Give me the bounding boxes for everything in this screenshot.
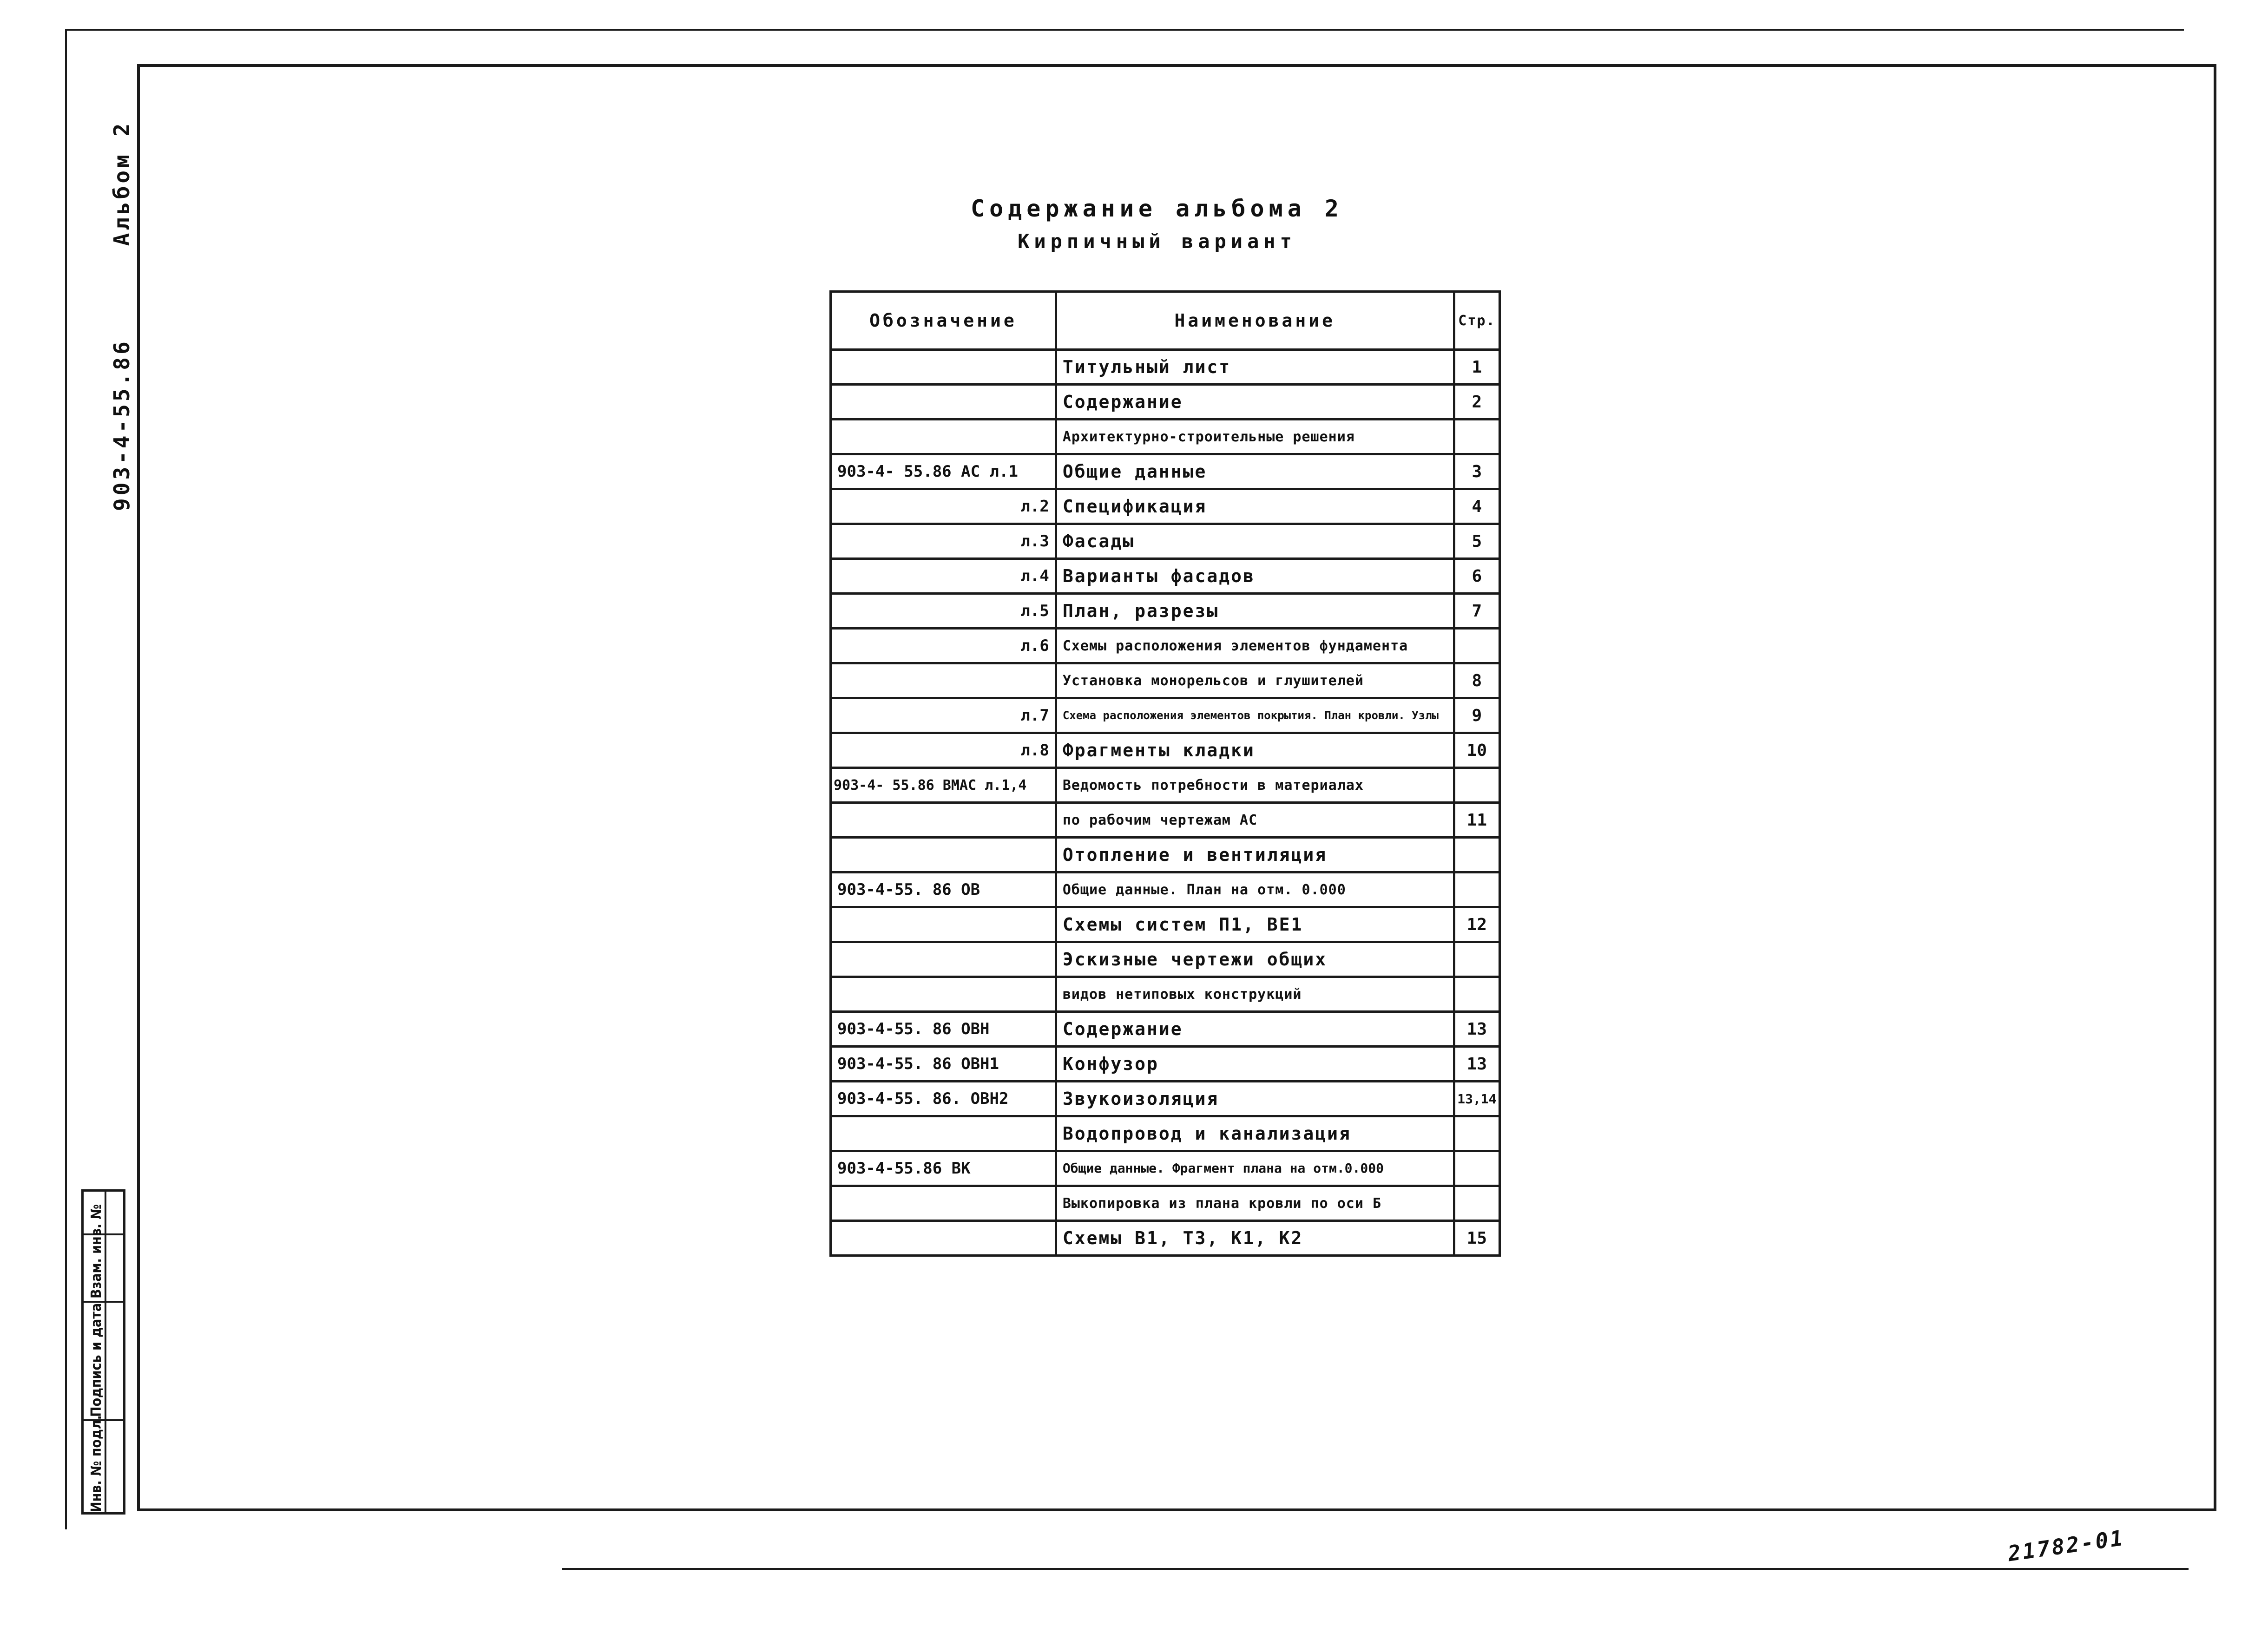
table-row [831, 594, 1500, 629]
row-name: Фрагменты кладки [1056, 733, 1454, 768]
row-name: Содержание [1056, 385, 1454, 420]
row-page [1454, 942, 1499, 977]
row-page: 15 [1454, 1221, 1499, 1256]
row-name: видов нетиповых конструкций [1056, 977, 1454, 1012]
row-designation: л.8 [831, 733, 1056, 768]
sheet-border-bottom [562, 1568, 2189, 1570]
row-name: Установка монорельсов и глушителей [1056, 663, 1454, 698]
row-page: 4 [1454, 489, 1499, 524]
row-name: Фасады [1056, 524, 1454, 559]
table-row [831, 1116, 1500, 1151]
row-designation [831, 838, 1056, 872]
table-row [831, 420, 1500, 454]
row-page [1454, 629, 1499, 663]
row-page: 6 [1454, 559, 1499, 594]
row-page [1454, 1151, 1499, 1186]
row-page [1454, 838, 1499, 872]
row-page: 13 [1454, 1047, 1499, 1082]
row-designation: л.3 [831, 524, 1056, 559]
row-name: Содержание [1056, 1012, 1454, 1047]
table-row [831, 629, 1500, 663]
table-row [831, 1186, 1500, 1221]
row-name: Схемы В1, Т3, К1, К2 [1056, 1221, 1454, 1256]
table-row [831, 454, 1500, 489]
table-row [831, 1221, 1500, 1256]
row-designation: л.6 [831, 629, 1056, 663]
table-row [831, 385, 1500, 420]
row-name: Звукоизоляция [1056, 1082, 1454, 1116]
row-page: 13 [1454, 1012, 1499, 1047]
row-name: Эскизные чертежи общих [1056, 942, 1454, 977]
contents-table [829, 290, 1501, 1257]
side-code: 903-4-55.86 [109, 339, 134, 511]
row-designation [831, 385, 1056, 420]
table-row [831, 733, 1500, 768]
row-designation: л.2 [831, 489, 1056, 524]
table-row [831, 350, 1500, 385]
row-designation: 903-4-55. 86 ОВ [831, 872, 1056, 907]
row-page [1454, 977, 1499, 1012]
row-designation: 903-4-55. 86 ОВН1 [831, 1047, 1056, 1082]
row-page: 12 [1454, 907, 1499, 942]
row-page: 3 [1454, 454, 1499, 489]
row-name: Отопление и вентиляция [1056, 838, 1454, 872]
row-name: Варианты фасадов [1056, 559, 1454, 594]
row-designation [831, 350, 1056, 385]
row-name: Схемы систем П1, ВЕ1 [1056, 907, 1454, 942]
table-row [831, 698, 1500, 733]
stamp-replace-label: Взам. инв. № [88, 1204, 105, 1298]
row-name: Водопровод и канализация [1056, 1116, 1454, 1151]
row-page: 5 [1454, 524, 1499, 559]
row-name: Титульный лист [1056, 350, 1454, 385]
col-header-name: Наименование [1056, 292, 1454, 350]
row-name: План, разрезы [1056, 594, 1454, 629]
row-designation: л.5 [831, 594, 1056, 629]
row-name: Общие данные. План на отм. 0.000 [1056, 872, 1454, 907]
table-row [831, 977, 1500, 1012]
row-page [1454, 420, 1499, 454]
row-designation: 903-4- 55.86 АС л.1 [831, 454, 1056, 489]
row-designation [831, 803, 1056, 838]
row-page [1454, 1186, 1499, 1221]
page-subtitle: Кирпичный вариант [1018, 230, 1296, 253]
row-designation [831, 942, 1056, 977]
page-title: Содержание альбома 2 [970, 195, 1344, 222]
side-title [109, 121, 134, 511]
row-designation [831, 977, 1056, 1012]
table-row [831, 1151, 1500, 1186]
table-row [831, 524, 1500, 559]
row-designation [831, 1116, 1056, 1151]
row-designation [831, 1221, 1056, 1256]
row-designation: 903-4- 55.86 ВМАС л.1,4 [831, 768, 1056, 803]
row-name: Общие данные [1056, 454, 1454, 489]
document-number: 21782-01 [2006, 1525, 2127, 1567]
row-name: Выкопировка из плана кровли по оси Б [1056, 1186, 1454, 1221]
row-page: 13,14 [1454, 1082, 1499, 1116]
side-album: Альбом 2 [109, 120, 134, 246]
table-row [831, 1012, 1500, 1047]
table-row [831, 489, 1500, 524]
row-page: 1 [1454, 350, 1499, 385]
row-page [1454, 1116, 1499, 1151]
table-header-row [831, 292, 1500, 350]
row-name: Конфузор [1056, 1047, 1454, 1082]
row-designation [831, 420, 1056, 454]
row-designation: л.7 [831, 698, 1056, 733]
stamp-inv-label: Инв. № подл. [88, 1415, 105, 1512]
stamp-cell-border [84, 1301, 123, 1303]
row-name: по рабочим чертежам АС [1056, 803, 1454, 838]
table-row [831, 1082, 1500, 1116]
row-name: Архитектурно-строительные решения [1056, 420, 1454, 454]
table-row [831, 838, 1500, 872]
table-row [831, 1047, 1500, 1082]
approval-stamp [81, 1189, 125, 1515]
row-page: 2 [1454, 385, 1499, 420]
row-designation: 903-4-55. 86. ОВН2 [831, 1082, 1056, 1116]
table-row [831, 559, 1500, 594]
table-row [831, 942, 1500, 977]
row-page: 10 [1454, 733, 1499, 768]
row-designation [831, 907, 1056, 942]
row-page [1454, 872, 1499, 907]
table-row [831, 872, 1500, 907]
sheet-border-left [65, 29, 67, 1529]
row-page: 7 [1454, 594, 1499, 629]
row-name: Общие данные. Фрагмент плана на отм.0.000 [1056, 1151, 1454, 1186]
row-name: Ведомость потребности в материалах [1056, 768, 1454, 803]
sheet-border-top [65, 29, 2184, 31]
stamp-sign-label: Подпись и дата [88, 1303, 105, 1417]
row-name: Схемы расположения элементов фундамента [1056, 629, 1454, 663]
row-name: Спецификация [1056, 489, 1454, 524]
row-designation [831, 1186, 1056, 1221]
table-row [831, 768, 1500, 803]
col-header-designation: Обозначение [831, 292, 1056, 350]
row-designation: 903-4-55. 86 ОВН [831, 1012, 1056, 1047]
table-row [831, 907, 1500, 942]
row-designation: 903-4-55.86 ВК [831, 1151, 1056, 1186]
table-row [831, 663, 1500, 698]
row-page: 11 [1454, 803, 1499, 838]
row-page: 8 [1454, 663, 1499, 698]
row-designation: л.4 [831, 559, 1056, 594]
row-designation [831, 663, 1056, 698]
row-page: 9 [1454, 698, 1499, 733]
row-name: Схема расположения элементов покрытия. План кровли. Узлы [1056, 698, 1454, 733]
row-page [1454, 768, 1499, 803]
col-header-page: Стр. [1454, 292, 1499, 350]
stamp-divider [105, 1192, 106, 1512]
table-row [831, 803, 1500, 838]
